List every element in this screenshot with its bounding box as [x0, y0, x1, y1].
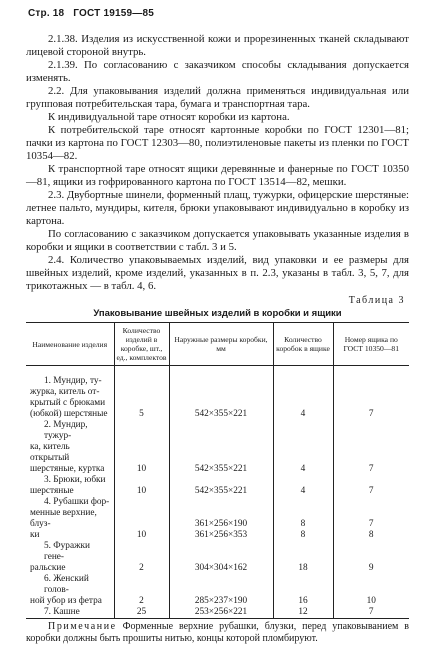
paragraph: 2.2. Для упаковывания изделий должна применяться индивидуальная или групповая потребительская тара, бумага и транспортная тара.	[26, 85, 409, 110]
column-header: Наименование изделия	[26, 323, 114, 366]
paragraph: 2.3. Двубортные шинели, форменный плащ, тужурки, офицерские шерстяные: летнее пальто, мундиры, кителя, брюки упаковывают индивидуально в коробку из картона.	[26, 189, 409, 227]
paragraph: К транспортной таре относят ящики деревянные и фанерные по ГОСТ 10350—81, ящики из гофрированного картона по ГОСТ 13514—82, мешки.	[26, 163, 409, 188]
size-cell: 361×256×190 361×256×353	[169, 497, 273, 541]
item-name-line: 1. Мундир, ту-	[44, 376, 102, 386]
boxes-cell: 12	[273, 607, 333, 619]
table-caption: Упаковывание швейных изделий в коробки и ящики	[93, 308, 342, 319]
table-row	[26, 607, 409, 619]
boxes-cell: 4	[273, 366, 333, 421]
item-name-cell	[26, 475, 114, 497]
table-header-row	[26, 323, 409, 366]
item-name-line: ной убор из фетра	[30, 596, 102, 606]
box-no-cell: 7	[368, 464, 374, 474]
item-name-line: крытый с брюками	[30, 398, 106, 408]
qty-cell: 10	[114, 420, 169, 475]
column-header: Количество изделий в коробке, шт., ед., комплектов	[114, 323, 169, 366]
table-row	[26, 574, 409, 607]
column-header: Номер ящика по ГОСТ 10350—81	[333, 323, 409, 366]
boxes-cell: 8 8	[273, 497, 333, 541]
paragraph: 2.4. Количество упаковываемых изделий, вид упаковки и ее размеры для швейных изделий, кроме изделий, указанных в п. 2.3, указаны в табл. 3, 5, 7, для трикотажных — в табл. 4, 6.	[26, 254, 409, 292]
item-name-cell	[26, 541, 114, 574]
item-name-line: 3. Брюки, юбки	[44, 475, 106, 485]
qty-cell: 10	[114, 497, 169, 541]
paragraph: 2.1.38. Изделия из искусственной кожи и прорезиненных тканей складывают лицевой стороной внутрь.	[26, 33, 409, 58]
qty-cell: 2	[114, 541, 169, 574]
item-name-line: менные верхние, блуз-	[30, 508, 97, 529]
boxes-cell: 4	[273, 475, 333, 497]
size-cell: 253×256×221	[169, 607, 273, 619]
paragraph: 2.1.39. По согласованию с заказчиком способы складывания допускается изменять.	[26, 59, 409, 84]
packing-table	[26, 322, 409, 619]
table-row	[26, 366, 409, 421]
item-name-line: (юбкой) шерстяные	[30, 409, 108, 419]
qty-cell: 25	[114, 607, 169, 619]
item-name-cell	[26, 607, 114, 619]
item-name-line: 4. Рубашки фор-	[44, 497, 110, 507]
size-cell: 542×355×221	[169, 475, 273, 497]
table-body	[26, 366, 409, 619]
page-header	[28, 8, 409, 19]
size-cell: 542×355×221	[169, 420, 273, 475]
table-label: Таблица 3	[348, 295, 405, 306]
paragraph: К потребительской таре относят картонные коробки по ГОСТ 12301—81; пачки из картона по ГОСТ 12303—80, полиэтиленовые пакеты из пленки по ГОСТ 10354—82.	[26, 124, 409, 162]
boxes-cell: 4	[273, 420, 333, 475]
item-name-line: журка, китель от-	[30, 387, 100, 397]
box-no-cell: 10	[366, 596, 376, 606]
table-row	[26, 541, 409, 574]
qty-cell: 5	[114, 366, 169, 421]
body-text	[26, 33, 409, 293]
table-note	[26, 621, 409, 645]
paragraph: По согласованию с заказчиком допускается упаковывать указанные изделия в коробки и ящики в соответствии с табл. 3 и 5.	[26, 228, 409, 253]
item-name-cell	[26, 366, 114, 421]
item-name-line: 7. Кашне	[44, 607, 80, 617]
paragraph: К индивидуальной таре относят коробки из картона.	[48, 111, 290, 123]
item-name-line: ка, китель открытый	[30, 442, 70, 463]
page-number: Стр. 18	[28, 8, 65, 19]
item-name-line: ральские	[30, 563, 66, 573]
item-name-line: ки	[30, 530, 40, 540]
box-no-cell: 9	[368, 563, 374, 573]
size-cell: 285×237×190	[169, 574, 273, 607]
item-name-line: 6. Женский голов-	[44, 574, 89, 595]
box-no-cell: 7	[368, 409, 374, 419]
table-row	[26, 475, 409, 497]
table-row	[26, 420, 409, 475]
item-name-line: шерстяные, куртка	[30, 464, 105, 474]
box-no-cell: 7	[333, 607, 409, 619]
size-cell: 304×304×162	[169, 541, 273, 574]
note-label: Примечание	[48, 621, 117, 632]
item-name-cell	[26, 420, 114, 475]
boxes-cell: 18	[273, 541, 333, 574]
box-no-cell: 7	[368, 486, 374, 496]
column-header: Наружные размеры коробки, мм	[169, 323, 273, 366]
boxes-cell: 16	[273, 574, 333, 607]
qty-cell: 10	[114, 475, 169, 497]
item-name-cell	[26, 574, 114, 607]
size-cell: 542×355×221	[169, 366, 273, 421]
box-no-cell: 7 8	[368, 519, 374, 540]
item-name-line: 5. Фуражки гене-	[44, 541, 90, 562]
note-text: Форменные верхние рубашки, блузки, перед упаковыванием в коробки должны быть прошиты нитью, концы которой пломбируют.	[26, 621, 409, 644]
item-name-line: 2. Мундир, тужур-	[44, 420, 88, 441]
item-name-line: шерстяные	[30, 486, 74, 496]
item-name-cell	[26, 497, 114, 541]
table-row	[26, 497, 409, 541]
standard-number: ГОСТ 19159—85	[73, 8, 155, 19]
column-header: Количество коробок в ящике	[273, 323, 333, 366]
qty-cell: 2	[114, 574, 169, 607]
